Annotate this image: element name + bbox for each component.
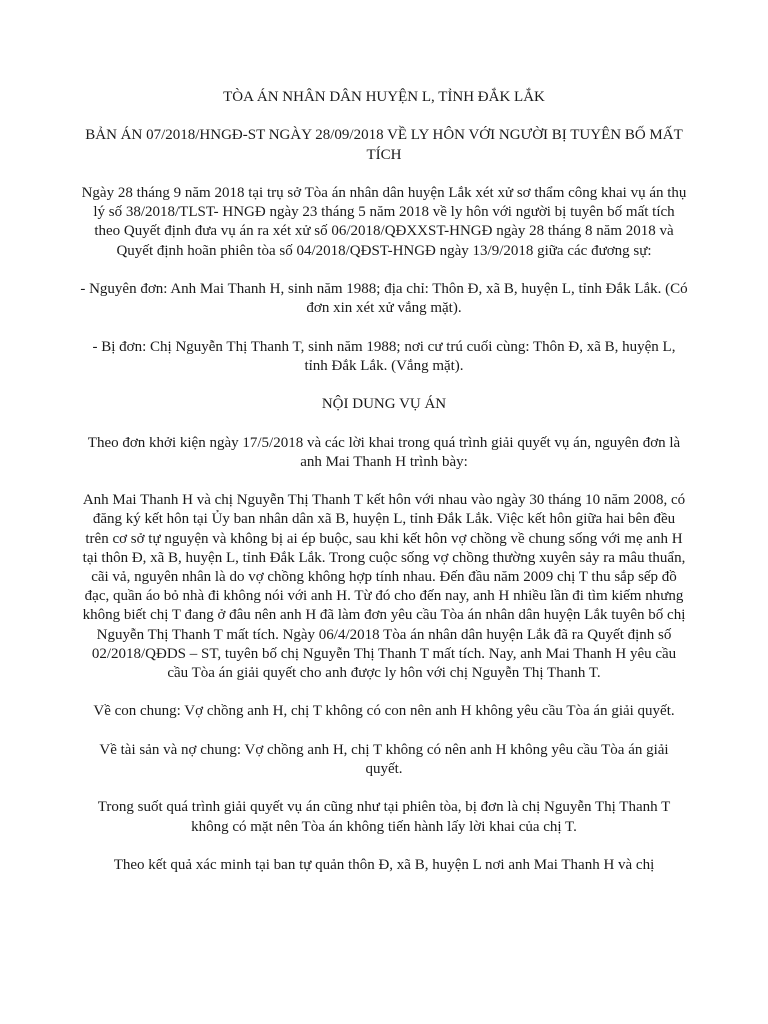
section-heading: NỘI DUNG VỤ ÁN	[321, 396, 447, 413]
body-paragraph: Về tài sản và nợ chung: Vợ chồng anh H, chị T không có nên anh H không yêu cầu Tòa án giải quyết.	[99, 741, 669, 777]
intro-paragraph: Ngày 28 tháng 9 năm 2018 tại trụ sở Tòa án nhân dân huyện Lắk xét xử sơ thẩm công khai vụ án thụ lý số 38/2018/TLST- HNGĐ ngày 23 tháng 5 năm 2018 về ly hôn với người bị tuyên bố mất tích theo Quyết định đưa vụ án ra xét xử số 06/2018/QĐXXST-HNGĐ ngày 28 tháng 8 năm 2018 và Quyết định hoãn phiên tòa số 04/2018/QĐST-HNGĐ ngày 13/9/2018 giữa các đương sự:	[81, 184, 687, 259]
body-paragraph: Anh Mai Thanh H và chị Nguyễn Thị Thanh T kết hôn với nhau vào ngày 30 tháng 10 năm 2008, có đăng ký kết hôn tại Ủy ban nhân dân xã B, huyện L, tỉnh Đắk Lắk. Việc kết hôn giữa hai bên đều trên cơ sở tự nguyện và không bị ai ép buộc, sau khi kết hôn vợ chồng về chung sống với mẹ anh H tại thôn Đ, xã B, huyện L, tỉnh Đắk Lắk. Trong cuộc sống vợ chồng thường xuyên sảy ra mâu thuẩn, cãi vả, nguyên nhân là do vợ chồng không hợp tính nhau. Đến đầu năm 2009 chị T thu sắp sếp đồ đạc, quần áo bỏ nhà đi không nói với anh H. Từ đó cho đến nay, anh H nhiều lần đi tìm kiếm nhưng không biết chị T đang ở đâu nên anh H đã làm đơn yêu cầu Tòa án nhân dân huyện Lắk tuyên bố chị Nguyễn Thị Thanh T mất tích. Ngày 06/4/2018 Tòa án nhân dân huyện Lắk đã ra Quyết định số 02/2018/QĐDS – ST, tuyên bố chị Nguyễn Thị Thanh T mất tích. Nay, anh Mai Thanh H yêu cầu cầu Tòa án giải quyết cho anh được ly hôn với chị Nguyễn Thị Thanh T.	[82, 492, 686, 681]
document-page	[80, 88, 688, 894]
plaintiff-paragraph: - Nguyên đơn: Anh Mai Thanh H, sinh năm 1988; địa chỉ: Thôn Đ, xã B, huyện L, tỉnh Đắk Lắk. (Có đơn xin xét xử vắng mặt).	[80, 280, 688, 317]
body-paragraph: Về con chung: Vợ chồng anh H, chị T không có con nên anh H không yêu cầu Tòa án giải quyết.	[93, 703, 675, 720]
defendant-paragraph: - Bị đơn: Chị Nguyễn Thị Thanh T, sinh năm 1988; nơi cư trú cuối cùng: Thôn Đ, xã B, huyện L, tỉnh Đắk Lắk. (Vắng mặt).	[92, 338, 676, 374]
body-paragraph: Trong suốt quá trình giải quyết vụ án cũng như tại phiên tòa, bị đơn là chị Nguyễn Thị Thanh T không có mặt nên Tòa án không tiến hành lấy lời khai của chị T.	[97, 799, 671, 835]
court-name: TÒA ÁN NHÂN DÂN HUYỆN L, TỈNH ĐẮK LẮK	[223, 89, 545, 105]
body-paragraph: Theo kết quả xác minh tại ban tự quản thôn Đ, xã B, huyện L nơi anh Mai Thanh H và chị	[113, 856, 655, 873]
case-title: BẢN ÁN 07/2018/HNGĐ-ST NGÀY 28/09/2018 VỀ LY HÔN VỚI NGƯỜI BỊ TUYÊN BỐ MẤT TÍCH	[85, 127, 683, 163]
body-paragraph: Theo đơn khởi kiện ngày 17/5/2018 và các lời khai trong quá trình giải quyết vụ án, nguyên đơn là anh Mai Thanh H trình bày:	[87, 434, 681, 470]
